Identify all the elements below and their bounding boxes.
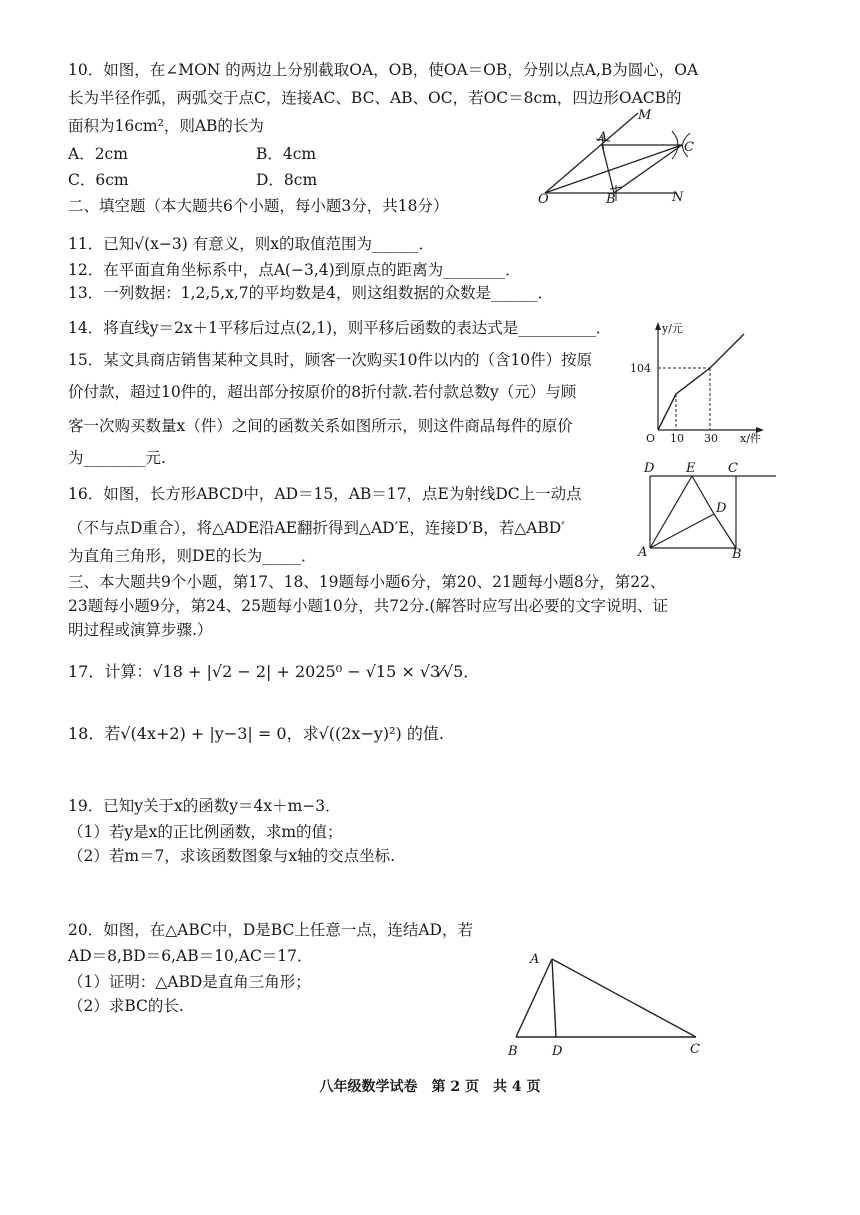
q10-label-o: O (538, 192, 549, 207)
q10-choice-a: A．2cm (68, 145, 128, 163)
page-footer: 八年级数学试卷 第 2 页 共 4 页 (319, 1079, 541, 1095)
q14: 14．将直线y＝2x＋1平移后过点(2,1)，则平移后函数的表达式是__________． (68, 319, 612, 337)
q12: 12．在平面直角坐标系中，点A(−3,4)到原点的距离为________． (68, 261, 521, 279)
q11: 11．已知√(x−3) 有意义，则x的取值范围为______． (68, 235, 434, 253)
q10-label-a: A (598, 130, 608, 145)
q16-label-c: C (728, 461, 738, 476)
q20-line-1: 20．如图，在△ABC中，D是BC上任意一点，连结AD，若 (68, 921, 473, 939)
q20-line-2: AD＝8,BD＝6,AB＝10,AC＝17． (68, 947, 313, 965)
q16-label-d: D (644, 461, 655, 476)
q19-line-3: （2）若m＝7，求该函数图象与x轴的交点坐标. (68, 847, 396, 865)
q15-x-axis-label: x/件 (740, 432, 761, 445)
q15-line-3: 客一次购买数量x（件）之间的函数关系如图所示，则这件商品每件的原价 (68, 417, 573, 435)
q10-line-3: 面积为16cm²，则AB的长为 (68, 117, 264, 135)
q15-line-2: 价付款，超过10件的，超出部分按原价的8折付款.若付款总数y（元）与顾 (68, 383, 577, 401)
q20-label-b: B (508, 1044, 518, 1059)
q15-x-tick-10: 10 (670, 432, 684, 445)
q19-line-2: （1）若y是x的正比例函数，求m的值； (68, 823, 343, 841)
q20-line-4: （2）求BC的长. (68, 997, 184, 1015)
q18: 18．若√(4x+2) + |y−3| = 0，求√((2x−y)²) 的值. (68, 724, 444, 743)
section-2-title: 二、填空题（本大题共6个小题，每小题3分，共18分） (68, 197, 449, 215)
q13: 13．一列数据：1,2,5,x,7的平均数是4，则这组数据的众数是______． (68, 284, 553, 302)
q20-figure (500, 945, 720, 1060)
q15-x-tick-30: 30 (704, 432, 718, 445)
q16-figure (640, 460, 785, 560)
q15-line-4: 为________元. (68, 449, 166, 467)
q17: 17．计算：√18 + |√2 − 2| + 2025⁰ − √15 × √3⁄√5． (68, 662, 480, 681)
q20-label-c: C (690, 1042, 700, 1057)
q10-figure (530, 105, 710, 205)
q15-graph (630, 318, 770, 445)
q16-label-a: A (638, 545, 648, 560)
q16-label-d-prime: D (716, 501, 727, 516)
q10-choice-d: D．8cm (256, 171, 318, 189)
q20-line-3: （1）证明：△ABD是直角三角形； (68, 973, 311, 991)
section-3-line-3: 明过程或演算步骤.） (68, 621, 213, 639)
q16-line-3: 为直角三角形，则DE的长为_____． (68, 547, 317, 565)
section-3-line-2: 23题每小题9分，第24、25题每小题10分，共72分.(解答时应写出必要的文字说明、证 (68, 597, 668, 615)
q10-choice-c: C．6cm (68, 171, 129, 189)
q16-line-1: 16．如图，长方形ABCD中，AD＝15，AB＝17，点E为射线DC上一动点 (68, 485, 582, 503)
q10-label-m: M (638, 108, 652, 123)
q20-label-a: A (530, 952, 540, 967)
q16-label-b: B (732, 547, 742, 562)
q19-line-1: 19．已知y关于x的函数y＝4x＋m−3． (68, 797, 341, 815)
q10-label-c: C (684, 140, 694, 155)
q15-y-axis-label: y/元 (662, 322, 683, 335)
section-3-line-1: 三、本大题共9个小题，第17、18、19题每小题6分，第20、21题每小题8分，第22、 (68, 573, 666, 591)
q10-choice-b: B．4cm (256, 145, 317, 163)
q20-label-d: D (552, 1044, 563, 1059)
q10-line-1: 10．如图，在∠MON 的两边上分别截取OA，OB，使OA＝OB，分别以点A,B为圆心，OA (68, 61, 699, 79)
q16-label-e: E (686, 461, 696, 476)
q16-line-2: （不与点D重合），将△ADE沿AE翻折得到△AD′E，连接D′B，若△ABD′ (68, 519, 565, 537)
q10-line-2: 长为半径作弧，两弧交于点C，连接AC、BC、AB、OC，若OC＝8cm，四边形OACB的 (68, 89, 682, 107)
q15-origin-label: O (646, 432, 656, 445)
q15-y-tick-104: 104 (630, 362, 651, 375)
q10-label-n: N (672, 190, 684, 205)
q10-label-b: B (606, 192, 616, 207)
q15-line-1: 15．某文具商店销售某种文具时，顾客一次购买10件以内的（含10件）按原 (68, 351, 593, 369)
